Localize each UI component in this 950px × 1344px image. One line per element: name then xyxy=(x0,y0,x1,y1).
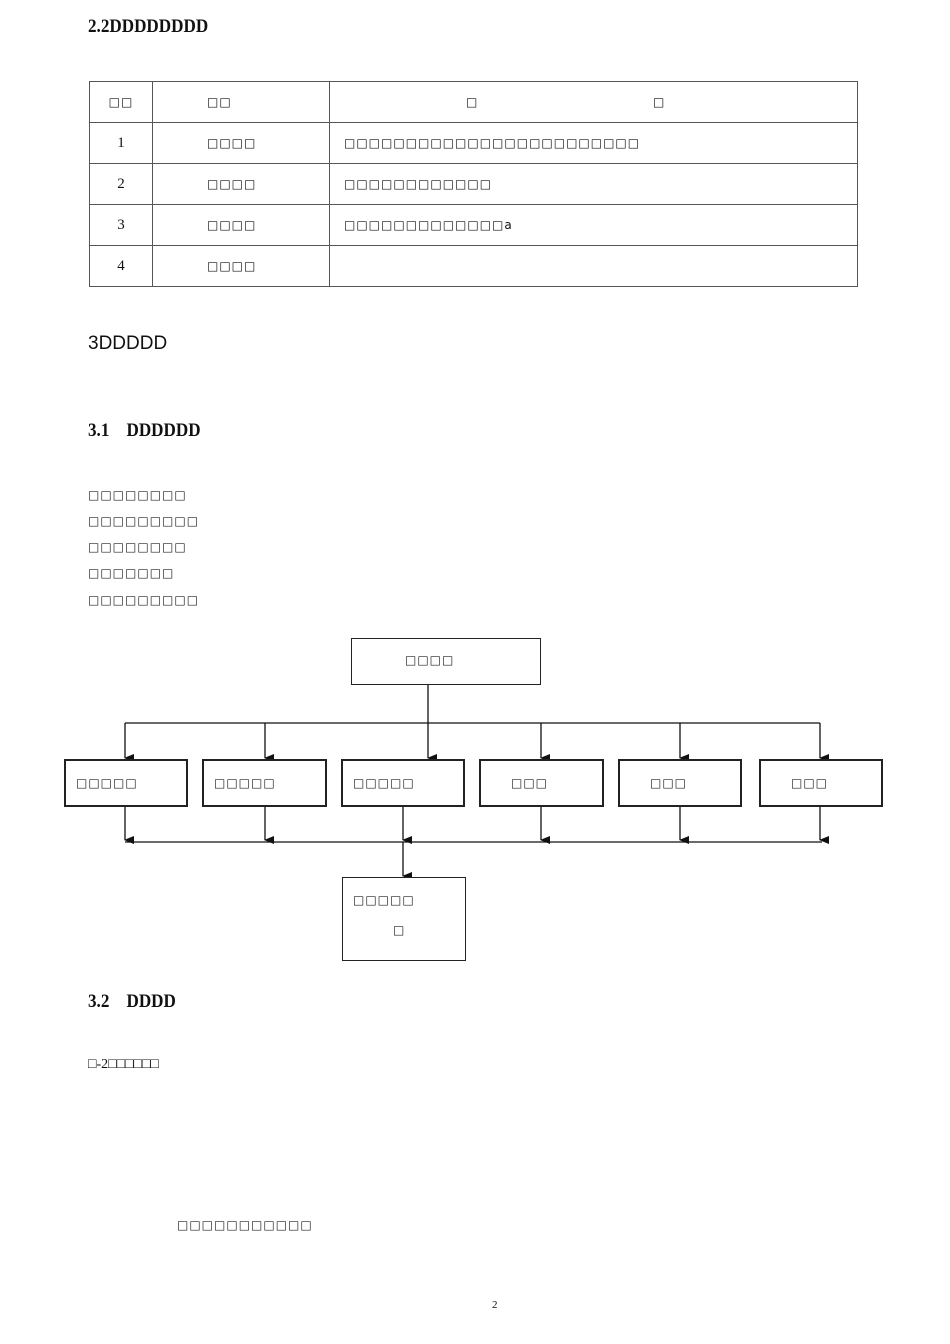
row-name: □□□□ xyxy=(153,164,330,205)
org-child-box xyxy=(341,759,465,807)
row-name: □□□□ xyxy=(153,123,330,164)
row-name: □□□□ xyxy=(153,205,330,246)
paragraph-line: □□□□□□□□□ xyxy=(88,593,200,607)
org-child-label: □□□□□ xyxy=(76,776,138,790)
org-bottom-label-line2: □ xyxy=(393,923,406,937)
paragraph-line: □□□□□□□□ xyxy=(88,540,187,554)
row-no: 1 xyxy=(90,123,153,164)
org-child-box xyxy=(618,759,742,807)
section-3-heading: 3DDDDD xyxy=(88,333,168,354)
org-top-label: □□□□ xyxy=(405,653,455,667)
row-desc: □□□□□□□□□□□□ xyxy=(330,164,858,205)
paragraph-line: □□□□□□□□ xyxy=(88,488,187,502)
row-desc: □□□□□□□□□□□□□□□□□□□□□□□□ xyxy=(330,123,858,164)
paragraph-line: □□□□□□□□□ xyxy=(88,514,200,528)
org-child-box xyxy=(202,759,327,807)
header-desc-char-a: □ xyxy=(466,95,479,109)
header-no: □□ xyxy=(90,82,153,123)
org-bottom-label-line1: □□□□□ xyxy=(353,893,415,907)
org-child-label: □□□ xyxy=(650,776,688,790)
row-no: 2 xyxy=(90,164,153,205)
org-child-box xyxy=(64,759,188,807)
row-name: □□□□ xyxy=(153,246,330,287)
org-top-box xyxy=(351,638,541,685)
org-child-label: □□□□□ xyxy=(214,776,276,790)
figure-caption: □□□□□□□□□□□ xyxy=(177,1218,313,1232)
org-child-label: □□□ xyxy=(791,776,829,790)
paragraph-line: □□□□□□□ xyxy=(88,566,175,580)
page-number: 2 xyxy=(492,1299,498,1311)
section-2-2-heading: 2.2DDDDDDDD xyxy=(88,16,209,37)
org-child-label: □□□□□ xyxy=(353,776,415,790)
row-no: 4 xyxy=(90,246,153,287)
org-child-label: □□□ xyxy=(511,776,549,790)
header-name: □□ xyxy=(153,82,330,123)
section-3-1-heading: 3.1 DDDDDD xyxy=(88,420,201,441)
row-no: 3 xyxy=(90,205,153,246)
org-child-box xyxy=(479,759,604,807)
org-child-box xyxy=(759,759,883,807)
row-desc: □□□□□□□□□□□□□a xyxy=(330,205,858,246)
org-bottom-box xyxy=(342,877,466,961)
header-desc-char-b: □ xyxy=(653,95,666,109)
section-3-2-heading: 3.2 DDDD xyxy=(88,991,176,1012)
figure-reference: □-2□□□□□□ xyxy=(88,1057,159,1072)
